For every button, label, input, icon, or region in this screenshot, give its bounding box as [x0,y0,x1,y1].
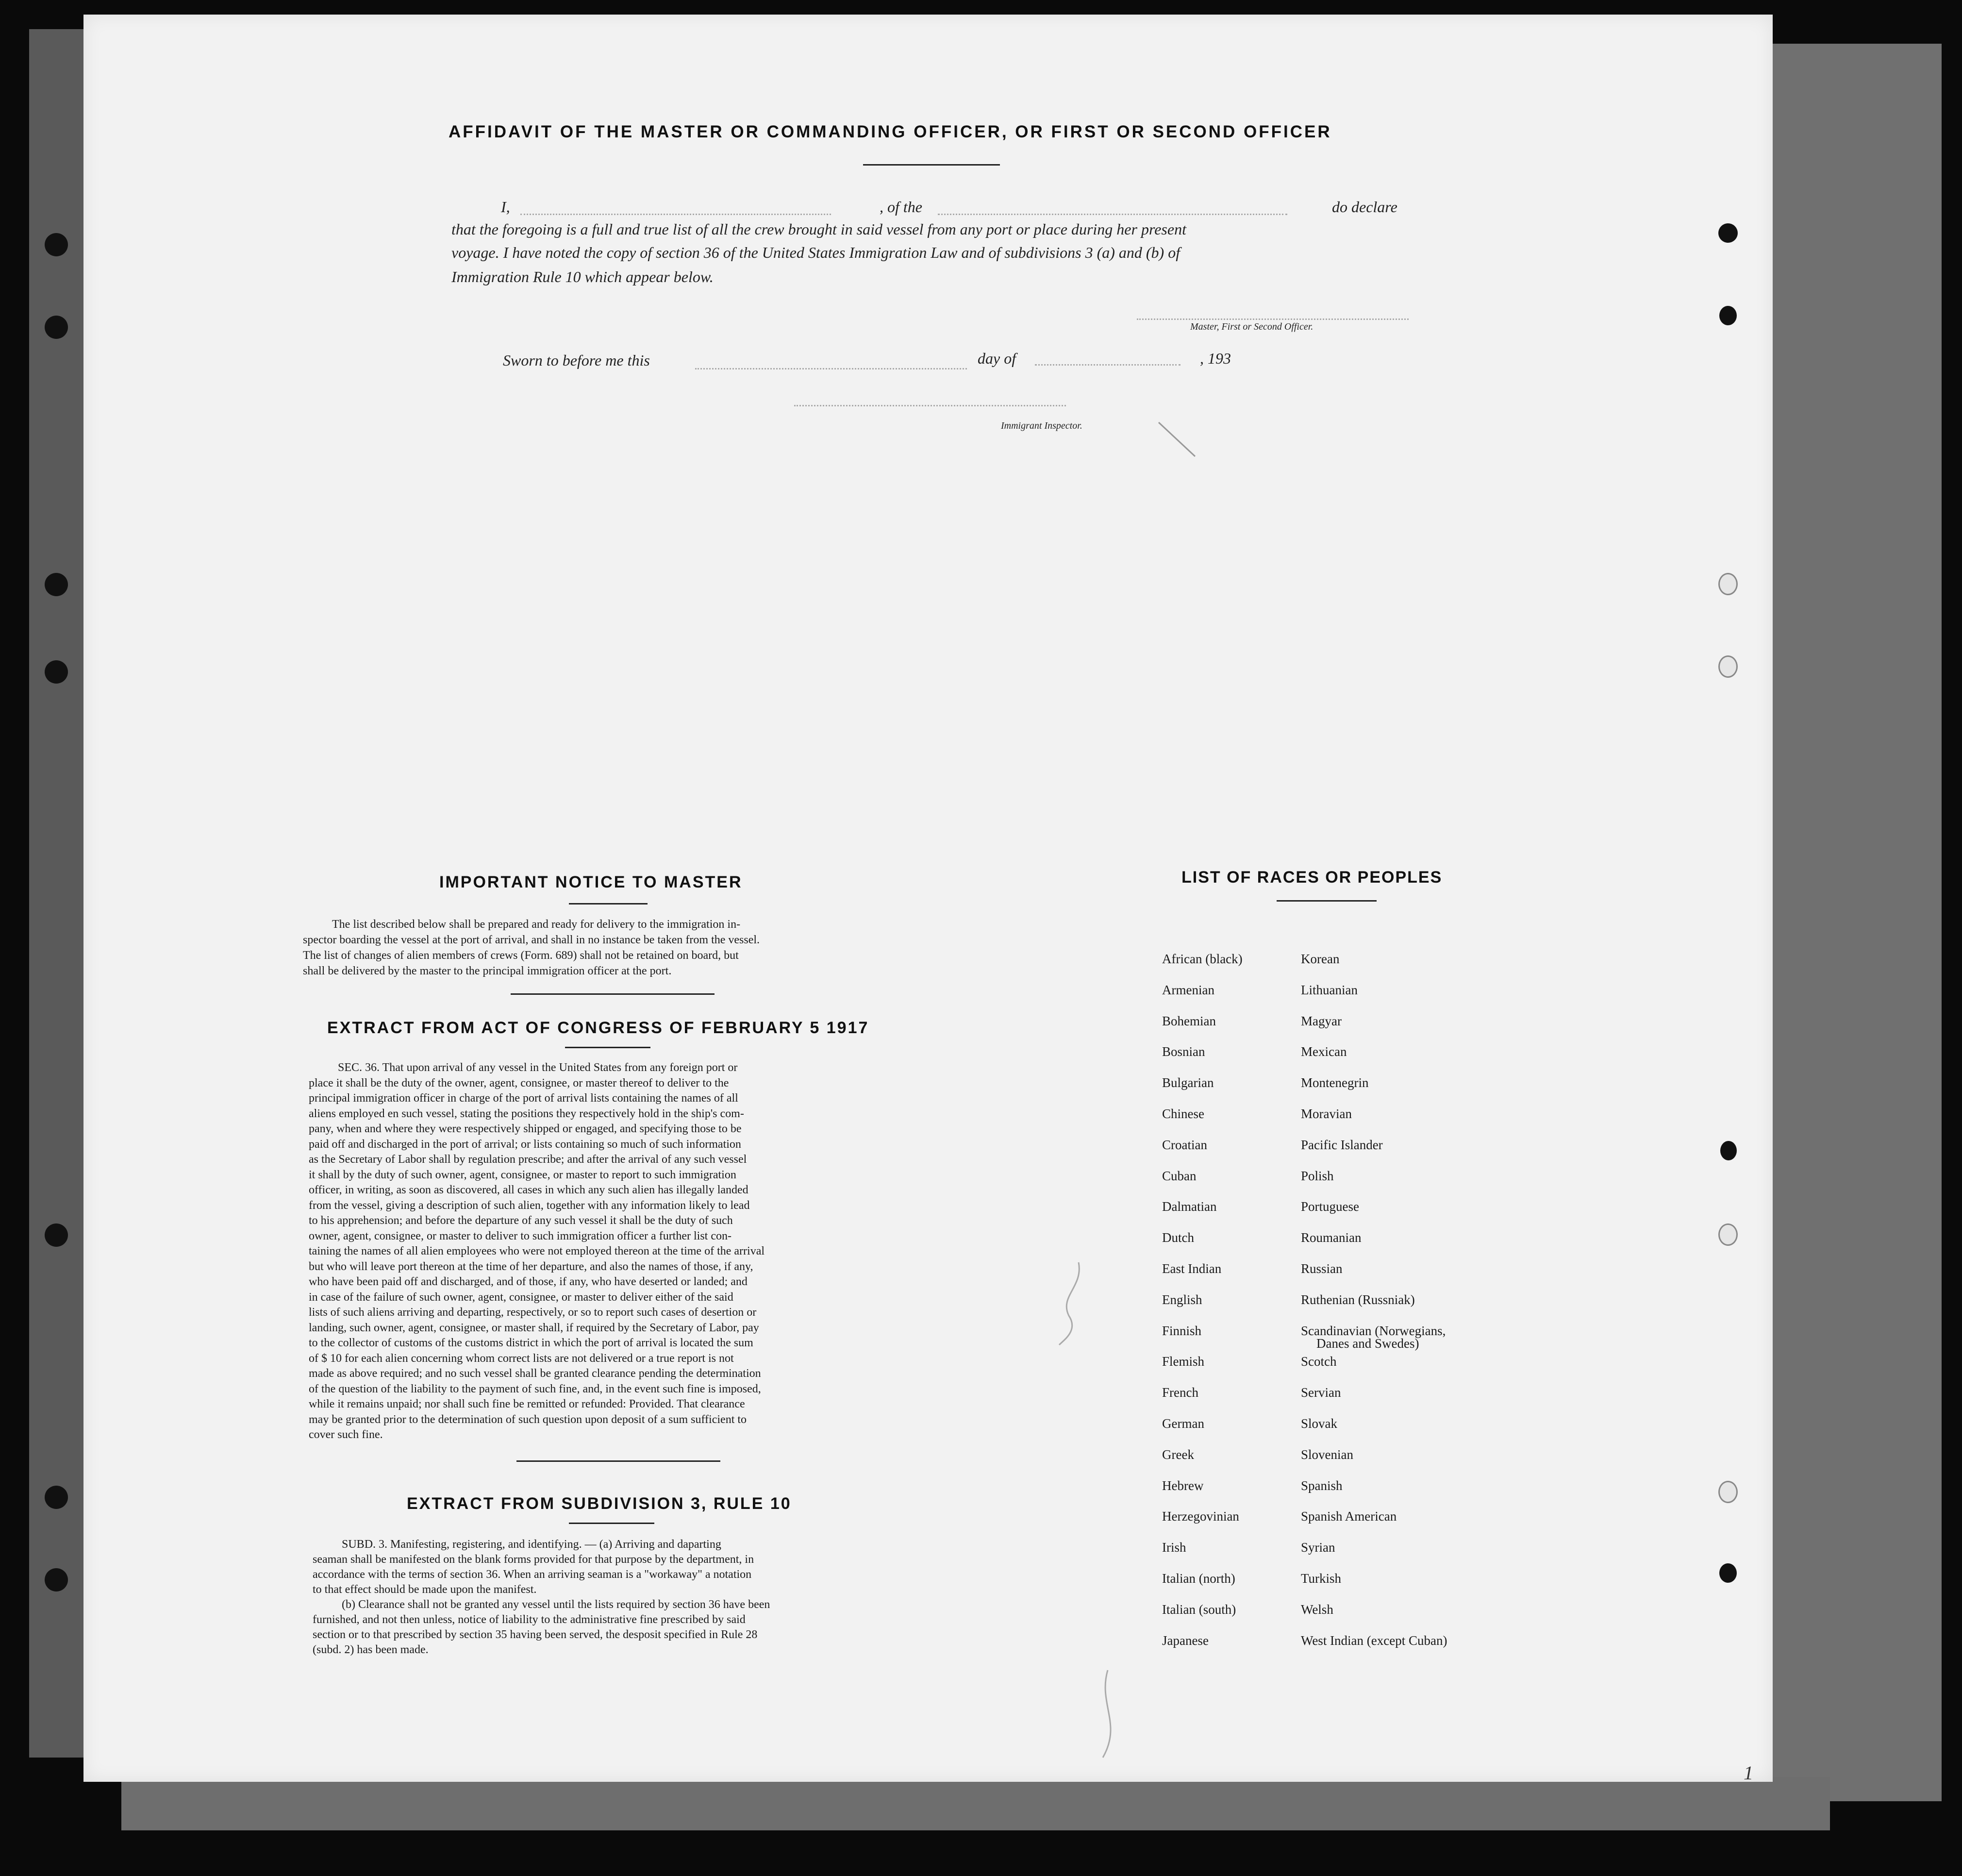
race-item: Slovenian [1301,1447,1353,1462]
inspector-caption: Immigrant Inspector. [1001,420,1082,431]
sworn-month-line[interactable] [1035,364,1181,366]
race-item: English [1162,1292,1202,1307]
race-item: Servian [1301,1385,1341,1400]
right-underlying-sheet [1767,44,1942,1801]
binder-hole [45,316,68,339]
pencil-mark [1049,1257,1108,1350]
affidavit-line-3: Immigration Rule 10 which appear below. [451,268,714,285]
paragraph-line: who have been paid off and discharged, and of those, if any, who have deserted or landed; and [309,1275,748,1288]
race-item: Cuban [1162,1168,1197,1183]
extract-act-title: EXTRACT FROM ACT OF CONGRESS OF FEBRUARY 5 1917 [327,1019,869,1037]
paragraph-line: seaman shall be manifested on the blank forms provided for that purpose by the department, in [313,1553,754,1566]
section-divider [511,993,715,995]
punch-hole [1718,223,1738,243]
paragraph-line: (subd. 2) has been made. [313,1643,429,1656]
races-title: LIST OF RACES OR PEOPLES [1181,868,1443,887]
paragraph-line: section or to that prescribed by section 35 having been served, the desposit specified in Rule 28 [313,1628,758,1641]
document-page [83,15,1773,1782]
notice-title: IMPORTANT NOTICE TO MASTER [439,873,743,891]
paragraph-line: aliens employed en such vessel, stating the positions they respectively hold in the ship's com- [309,1107,744,1120]
race-item: Dalmatian [1162,1199,1217,1214]
race-item: Turkish [1301,1571,1342,1586]
paragraph-line: landing, such owner, agent, consignee, or master shall, if required by the Secretary of Labor, pay [309,1321,759,1334]
race-item: Slovak [1301,1416,1338,1431]
race-item: Bulgarian [1162,1075,1214,1090]
notice-line: shall be delivered by the master to the principal immigration officer at the port. [303,965,672,977]
race-item: Finnish [1162,1323,1202,1338]
punch-hole [1718,655,1738,678]
paragraph-line: as the Secretary of Labor shall by regulation prescribe; and after the arrival of any such vessel [309,1153,747,1166]
race-item: Russian [1301,1261,1343,1276]
race-item: Montenegrin [1301,1075,1369,1090]
race-item: Syrian [1301,1540,1335,1555]
race-item: Italian (north) [1162,1571,1235,1586]
race-item: Scandinavian (Norwegians, [1301,1323,1446,1338]
extract-rule-rule [569,1523,654,1524]
punch-hole [1718,1481,1738,1503]
binder-hole [45,573,68,596]
bottom-underlying-sheet [121,1777,1830,1830]
race-item: Portuguese [1301,1199,1359,1214]
punch-hole [1719,1563,1737,1583]
race-item: Pacific Islander [1301,1137,1383,1152]
binder-hole [45,1486,68,1509]
affidavit-i-label: I, [501,198,510,216]
race-item: French [1162,1385,1198,1400]
race-item: Chinese [1162,1106,1204,1121]
extract-rule-title: EXTRACT FROM SUBDIVISION 3, RULE 10 [407,1494,792,1513]
race-item: Irish [1162,1540,1186,1555]
binder-hole [45,660,68,684]
affidavit-line-2: voyage. I have noted the copy of section 36 of the United States Immigration Law and of subdivisions 3 (a) and (b) of [451,244,1181,261]
paragraph-line: paid off and discharged in the port of arrival; or lists containing so much of such information [309,1138,741,1151]
race-item: Bohemian [1162,1013,1216,1028]
race-item: Korean [1301,952,1340,966]
race-item: Polish [1301,1168,1334,1183]
sworn-day-line[interactable] [695,368,967,369]
punch-hole [1718,573,1738,595]
paragraph-line: to that effect should be made upon the manifest. [313,1583,537,1596]
race-item: East Indian [1162,1261,1222,1276]
day-of-label: day of [978,350,1016,367]
paragraph-line: owner, agent, consignee, or master to deliver to such immigration officer a further list con- [309,1229,732,1242]
paragraph-line: accordance with the terms of section 36. When an arriving seaman is a "workaway" a notation [313,1568,752,1581]
paragraph-line: place it shall be the duty of the owner, agent, consignee, or master thereof to deliver to the [309,1076,729,1089]
paragraph-line: principal immigration officer in charge of the port of arrival lists containing the names of all [309,1092,738,1105]
affidavit-do-declare: do declare [1332,198,1397,216]
race-item: Roumanian [1301,1230,1362,1245]
paragraph-line: SUBD. 3. Manifesting, registering, and identifying. — (a) Arriving and daparting [342,1538,721,1551]
paragraph-line: from the vessel, giving a description of such alien, together with any information likely to lead [309,1199,750,1212]
race-item: African (black) [1162,952,1243,966]
title-rule [863,164,1000,166]
binder-hole [45,1568,68,1591]
race-item: Bosnian [1162,1044,1205,1059]
inspector-signature-line[interactable] [794,405,1066,406]
paragraph-line: made as above required; and no such vessel shall be granted clearance pending the determination [309,1367,761,1380]
pencil-mark [1156,418,1205,466]
race-item: German [1162,1416,1204,1431]
name-field-line[interactable] [520,214,831,215]
race-item: Flemish [1162,1354,1205,1369]
binder-hole [45,1223,68,1247]
race-item: Croatian [1162,1137,1207,1152]
notice-title-rule [569,903,648,904]
paragraph-line: furnished, and not then unless, notice of liability to the administrative fine prescribed by said [313,1613,746,1626]
affidavit-title: AFFIDAVIT OF THE MASTER OR COMMANDING OFFICER, OR FIRST OR SECOND OFFICER [449,122,1332,141]
vessel-field-line[interactable] [938,214,1287,215]
notice-line: The list described below shall be prepared and ready for delivery to the immigration in- [332,918,741,931]
paragraph-line: may be granted prior to the determination of such question upon deposit of a sum sufficient to [309,1413,747,1426]
affidavit-line-1: that the foregoing is a full and true list of all the crew brought in said vessel from any port or place during her present [451,220,1186,238]
punch-hole [1720,1141,1737,1160]
paragraph-line: taining the names of all alien employees who were not employed thereon at the time of the arrival [309,1245,765,1257]
binder-hole [45,233,68,256]
notice-line: The list of changes of alien members of crews (Form. 689) shall not be retained on board, but [303,949,739,962]
master-signature-caption: Master, First or Second Officer. [1190,321,1314,332]
paragraph-line: officer, in writing, as soon as discovered, all cases in which any such alien has illegally landed [309,1184,748,1196]
notice-text [303,917,929,979]
race-item: Ruthenian (Russniak) [1301,1292,1415,1307]
paragraph-line: cover such fine. [309,1428,383,1441]
race-item: Herzegovinian [1162,1509,1239,1524]
race-item: Armenian [1162,982,1214,997]
paragraph-line: (b) Clearance shall not be granted any vessel until the lists required by section 36 have been [342,1598,770,1611]
paragraph-line: of $ 10 for each alien concerning whom correct lists are not delivered or a true report is not [309,1352,734,1365]
paragraph-line: lists of such aliens arriving and departing, respectively, or so to report such cases of desertion or [309,1306,757,1319]
paragraph-line: in case of the failure of such owner, agent, consignee, or master to deliver either of the said [309,1290,733,1304]
extract-act-rule [565,1047,650,1048]
paragraph-line: it shall by the duty of such owner, agent, consignee, or master to report to such immigration [309,1168,736,1181]
race-item: Scotch [1301,1354,1337,1369]
race-item: Lithuanian [1301,982,1358,997]
race-item: Japanese [1162,1633,1209,1648]
paragraph-line: while it remains unpaid; nor shall such fine be remitted or refunded: Provided. That clearance [309,1398,745,1410]
extract-act-text [309,1060,928,1443]
paragraph-line: but who will leave port thereon at the time of her departure, and also the names of those, if any, [309,1260,753,1273]
race-item: Magyar [1301,1013,1342,1028]
races-title-rule [1277,900,1377,902]
race-item: Greek [1162,1447,1194,1462]
punch-hole [1718,1223,1738,1246]
paragraph-line: pany, when and where they were respectively shipped or engaged, and specifying those to be [309,1122,742,1135]
race-item: West Indian (except Cuban) [1301,1633,1447,1648]
master-signature-line[interactable] [1137,318,1409,320]
paragraph-line: SEC. 36. That upon arrival of any vessel in the United States from any foreign port or [338,1061,738,1074]
punch-hole [1719,306,1737,325]
sworn-label: Sworn to before me this [503,352,650,369]
extract-rule-text [313,1537,932,1658]
race-item: Welsh [1301,1602,1333,1617]
year-label: , 193 [1200,350,1231,367]
race-item: Italian (south) [1162,1602,1236,1617]
race-item: Mexican [1301,1044,1347,1059]
paragraph-line: of the question of the liability to the payment of such fine, and, in the event such fine is imposed, [309,1382,761,1395]
race-item: Hebrew [1162,1478,1204,1493]
race-item: Spanish American [1301,1509,1397,1524]
paragraph-line: to his apprehension; and before the departure of any such vessel it shall be the duty of such [309,1214,733,1227]
section-divider [516,1460,720,1462]
race-item: Spanish [1301,1478,1343,1493]
race-item: Moravian [1301,1106,1352,1121]
notice-line: spector boarding the vessel at the port of arrival, and shall in no instance be taken from the vessel. [303,934,760,946]
pencil-mark [1079,1665,1137,1762]
race-item-continuation: Danes and Swedes) [1316,1336,1419,1351]
corner-mark: 1 [1744,1762,1753,1784]
paragraph-line: to the collector of customs of the customs district in which the port of arrival is located the sum [309,1337,753,1349]
affidavit-of-the-label: , of the [880,198,922,216]
race-item: Dutch [1162,1230,1194,1245]
